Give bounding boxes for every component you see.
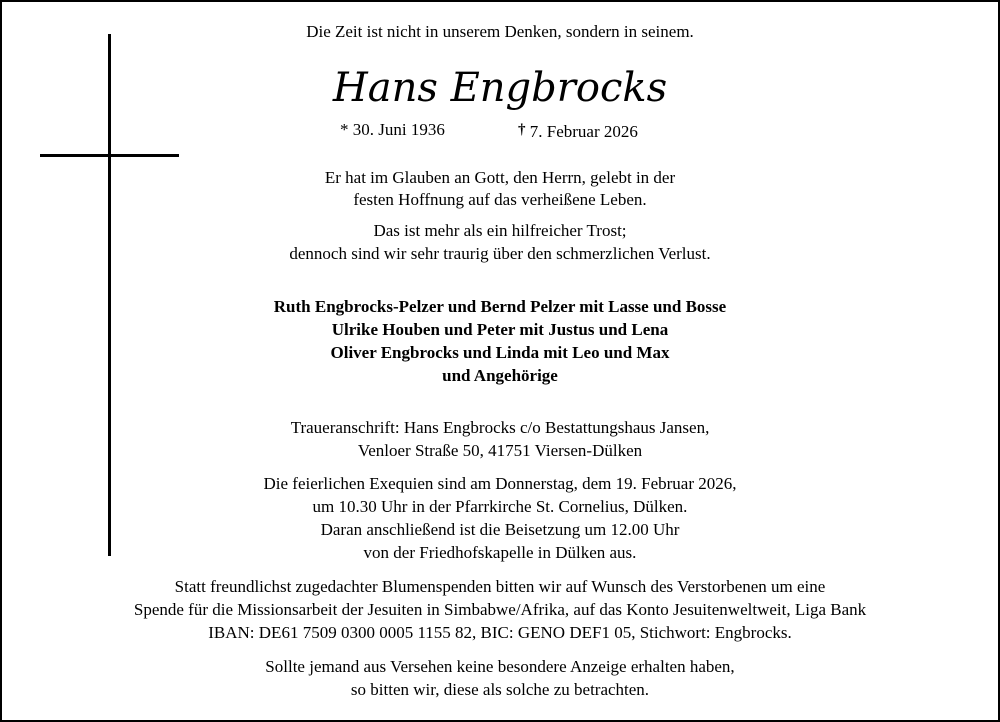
deceased-name: Hans Engbrocks	[332, 65, 668, 111]
death-date: 7. Februar 2026	[529, 122, 638, 141]
closing-line: Sollte jemand aus Versehen keine besondere Anzeige erhalten haben,	[265, 657, 735, 676]
motto: Die Zeit ist nicht in unserem Denken, sondern in seinem.	[306, 22, 694, 41]
donation-line: Statt freundlichst zugedachter Blumenspenden bitten wir auf Wunsch des Verstorbenen um eine	[174, 577, 826, 596]
birth-date: * 30. Juni 1936	[340, 120, 445, 139]
cross-icon-bar	[40, 154, 179, 157]
mourner-line: und Angehörige	[442, 366, 558, 385]
donation-line: Spende für die Missionsarbeit der Jesuiten in Simbabwe/Afrika, auf das Konto Jesuitenweltweit, Liga Bank	[133, 600, 867, 619]
address-line: Venloer Straße 50, 41751 Viersen-Dülken	[357, 441, 643, 460]
dagger-icon: †	[518, 122, 526, 138]
verse-line: Er hat im Glauben an Gott, den Herrn, gelebt in der	[324, 168, 676, 187]
donation-line: IBAN: DE61 7509 0300 0005 1155 82, BIC: GENO DEF1 05, Stichwort: Engbrocks.	[208, 623, 792, 642]
mourner-line: Oliver Engbrocks und Linda mit Leo und Max	[330, 343, 670, 362]
service-line: von der Friedhofskapelle in Dülken aus.	[363, 543, 637, 562]
closing-line: so bitten wir, diese als solche zu betrachten.	[350, 680, 650, 699]
service-line: Die feierlichen Exequien sind am Donnerstag, dem 19. Februar 2026,	[263, 474, 737, 493]
verse-line: Das ist mehr als ein hilfreicher Trost;	[373, 221, 627, 240]
verse-line: dennoch sind wir sehr traurig über den schmerzlichen Verlust.	[289, 244, 711, 263]
service-line: Daran anschließend ist die Beisetzung um 12.00 Uhr	[320, 520, 680, 539]
verse-line: festen Hoffnung auf das verheißene Leben.	[353, 190, 647, 209]
address-line: Traueranschrift: Hans Engbrocks c/o Bestattungshaus Jansen,	[290, 418, 710, 437]
mourner-line: Ulrike Houben und Peter mit Justus und Lena	[331, 320, 669, 339]
mourner-line: Ruth Engbrocks-Pelzer und Bernd Pelzer mit Lasse und Bosse	[273, 297, 727, 316]
death-date-group	[518, 119, 638, 143]
service-line: um 10.30 Uhr in der Pfarrkirche St. Cornelius, Dülken.	[312, 497, 688, 516]
